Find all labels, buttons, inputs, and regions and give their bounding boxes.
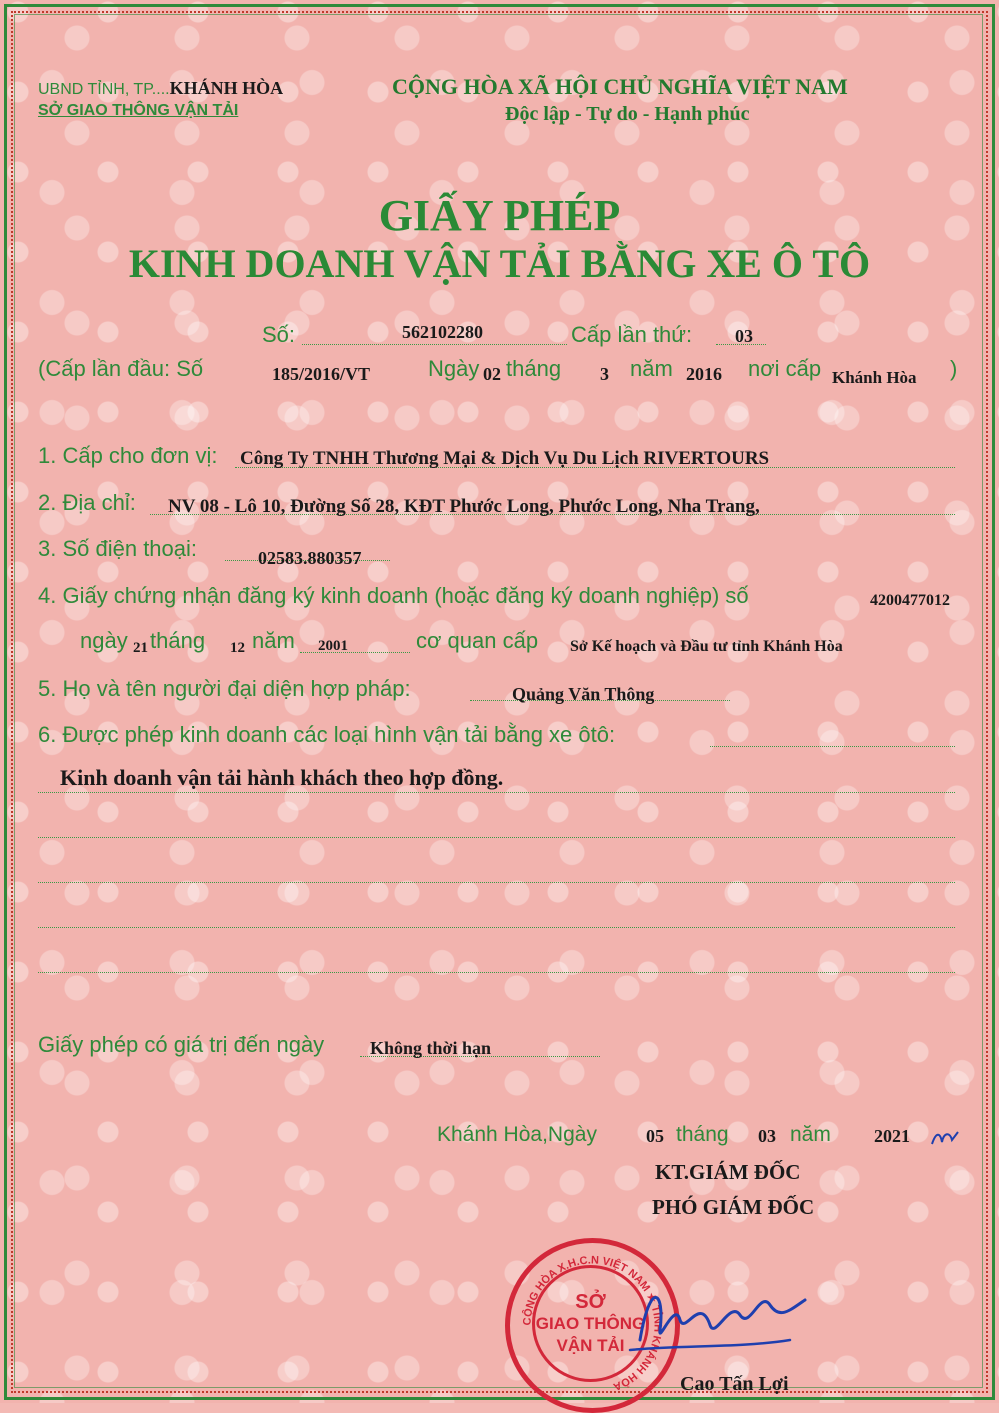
document-subtitle: KINH DOANH VẬN TẢI BẰNG XE Ô TÔ [128, 241, 871, 286]
first-issue-label: (Cấp lần đầu: Số [38, 356, 204, 381]
signer-role-1: KT.GIÁM ĐỐC [655, 1160, 801, 1184]
blank-line [38, 927, 955, 928]
first-issue-day-label: Ngày [428, 356, 480, 381]
seal-ring-text: CỘNG HÒA X.H.C.N VIỆT NAM ★ TỈNH KHÁNH HÒA [521, 1254, 664, 1393]
seal-line-2: GIAO THÔNG [535, 1313, 646, 1333]
signer-name: Cao Tấn Lợi [680, 1373, 789, 1395]
date-place-label: Khánh Hòa,Ngày [437, 1123, 597, 1146]
first-issue-year: 2016 [686, 364, 722, 384]
authority-province: KHÁNH HÒA [169, 78, 284, 98]
sign-year-label: năm [790, 1123, 831, 1146]
seal-line-3: VẬN TẢI [556, 1335, 625, 1355]
first-issue-place-label: nơi cấp [748, 356, 822, 381]
field-6-value: Kinh doanh vận tải hành khách theo hợp đồng. [60, 765, 504, 790]
field-4-label: 4. Giấy chứng nhận đăng ký kinh doanh (hoặc đăng ký doanh nghiệp) số [38, 583, 749, 608]
field-3-label: 3. Số điện thoại: [38, 536, 198, 561]
sign-month: 03 [758, 1126, 776, 1146]
department-name: SỞ GIAO THÔNG VẬN TẢI [38, 102, 239, 119]
field-4-month-label: tháng [150, 628, 206, 653]
seal-line-1: SỞ [575, 1290, 606, 1313]
permit-number-label: Số: [262, 322, 296, 347]
first-issue-day: 02 [483, 364, 501, 384]
first-issue-month: 3 [600, 364, 609, 384]
blank-line [38, 837, 955, 838]
field-4-day-label: ngày [80, 628, 128, 653]
handwritten-signature-icon [620, 1270, 820, 1360]
country-name: CỘNG HÒA XÃ HỘI CHỦ NGHĨA VIỆT NAM [392, 74, 848, 99]
field-1-label: 1. Cấp cho đơn vị: [38, 443, 218, 468]
field-4-month: 12 [230, 640, 245, 656]
close-paren: ) [950, 356, 958, 381]
authority-prefix: UBND TỈNH, TP.... [38, 81, 170, 98]
field-4-year: 2001 [318, 638, 348, 654]
field-4-agency-label: cơ quan cấp [416, 628, 539, 653]
signer-role-2: PHÓ GIÁM ĐỐC [652, 1195, 815, 1219]
field-5-value: Quảng Văn Thông [512, 684, 655, 704]
field-4-day: 21 [133, 640, 148, 656]
field-4-agency: Sở Kế hoạch và Đầu tư tỉnh Khánh Hòa [570, 638, 843, 655]
first-issue-number: 185/2016/VT [272, 364, 371, 384]
first-issue-year-label: năm [630, 356, 673, 381]
validity-value: Không thời hạn [370, 1038, 492, 1058]
document-title: GIẤY PHÉP [378, 191, 621, 240]
blank-line [38, 972, 955, 973]
field-2-label: 2. Địa chỉ: [38, 490, 136, 515]
issue-count: 03 [735, 326, 753, 346]
field-1-value: Công Ty TNHH Thương Mại & Dịch Vụ Du Lịch RIVERTOURS [240, 448, 770, 469]
field-6-label: 6. Được phép kinh doanh các loại hình vận tải bằng xe ôtô: [38, 722, 616, 747]
first-issue-month-label: tháng [506, 356, 562, 381]
sign-month-label: tháng [676, 1123, 729, 1146]
issue-count-label: Cấp lần thứ: [571, 322, 693, 347]
national-motto: Độc lập - Tự do - Hạnh phúc [505, 103, 750, 125]
permit-number: 562102280 [402, 322, 483, 342]
sign-year: 2021 [874, 1126, 910, 1146]
issuing-authority [38, 78, 283, 99]
blank-line [38, 882, 955, 883]
field-4-year-label: năm [252, 628, 295, 653]
sign-day: 05 [646, 1126, 664, 1146]
initial-mark-icon [930, 1128, 960, 1148]
field-4-value: 4200477012 [870, 592, 950, 609]
field-2-value: NV 08 - Lô 10, Đường Số 28, KĐT Phước Long, Phước Long, Nha Trang, [168, 496, 760, 517]
first-issue-place: Khánh Hòa [832, 368, 917, 387]
field-5-label: 5. Họ và tên người đại diện hợp pháp: [38, 676, 411, 701]
field-3-value: 02583.880357 [258, 548, 362, 568]
validity-label: Giấy phép có giá trị đến ngày [38, 1032, 325, 1057]
